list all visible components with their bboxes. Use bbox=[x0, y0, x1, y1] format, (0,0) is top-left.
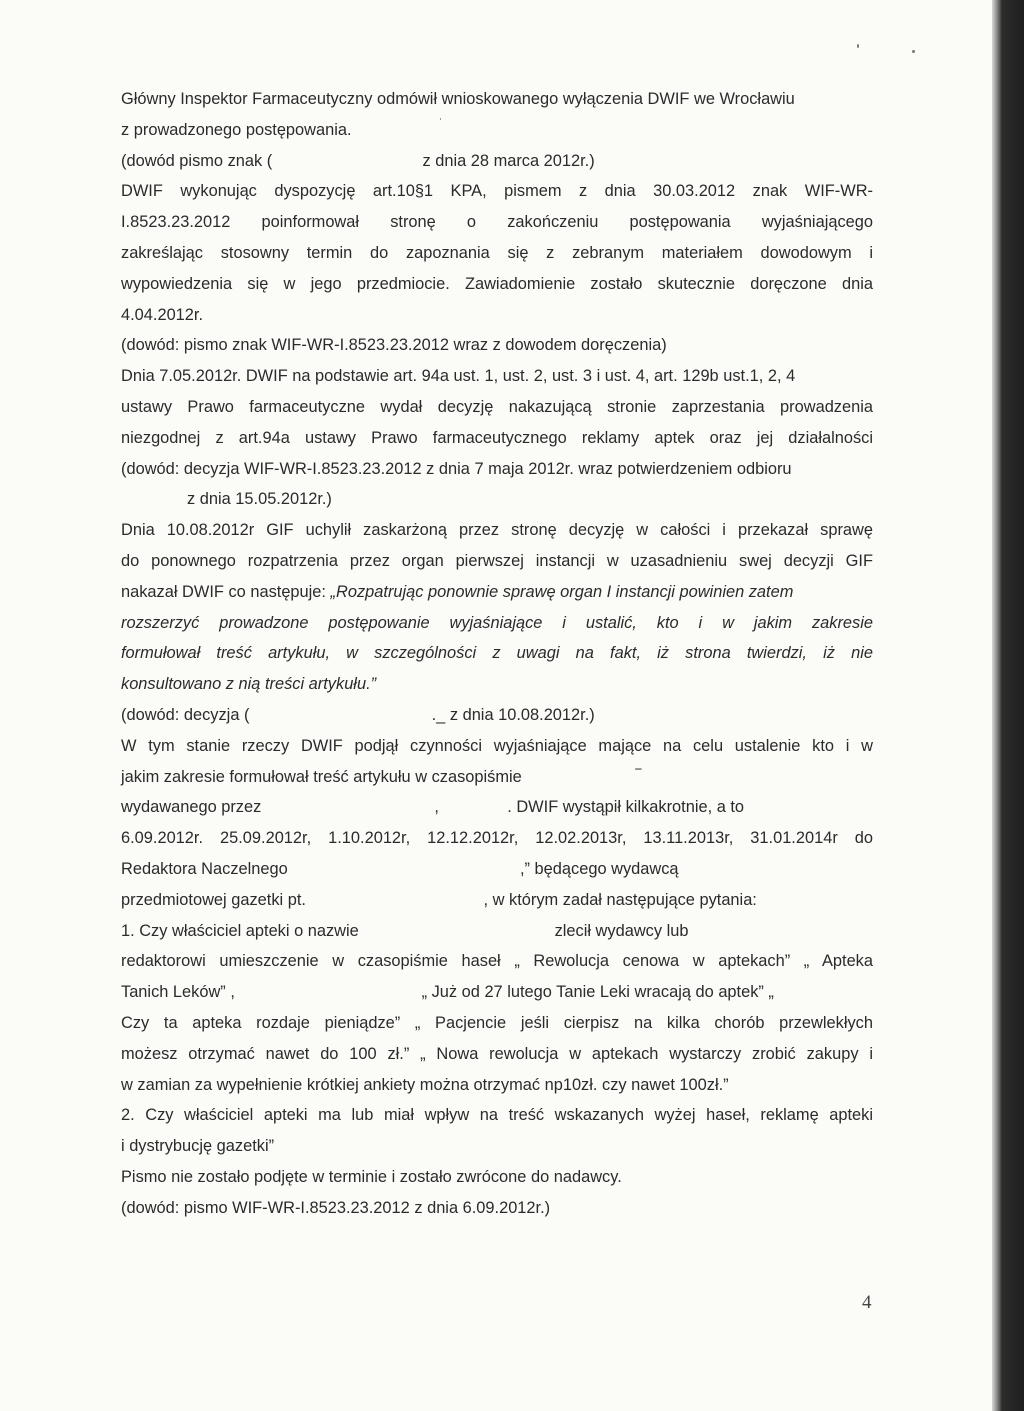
text-line: redaktorowi umieszczenie w czasopiśmie haseł „ Rewolucja cenowa w aptekach” „ Apteka bbox=[121, 952, 873, 971]
text-line: z prowadzonego postępowania. bbox=[121, 120, 352, 139]
text-line: możesz otrzymać nawet do 100 zł.” „ Nowa rewolucja w aptekach wystarczy zrobić zakupy i bbox=[121, 1044, 873, 1063]
text-line: z dnia 15.05.2012r.) bbox=[187, 490, 332, 509]
text-segment: nakazał DWIF co następuje: bbox=[121, 582, 331, 601]
text-line: Pismo nie zostało podjęte w terminie i zostało zwrócone do nadawcy. bbox=[121, 1167, 622, 1186]
text-line: Redaktora Naczelnego ,” będącego wydawcą bbox=[121, 859, 679, 878]
text-line: Główny Inspektor Farmaceutyczny odmówił wnioskowanego wyłączenia DWIF we Wrocławiu bbox=[121, 90, 795, 108]
text-line bbox=[121, 577, 873, 608]
text-line: (dowód: pismo znak WIF-WR-I.8523.23.2012 wraz z dowodem doręczenia) bbox=[121, 336, 667, 355]
scan-edge-shadow bbox=[992, 0, 1024, 1411]
scan-speck bbox=[440, 118, 441, 120]
text-line: 6.09.2012r. 25.09.2012r, 1.10.2012r, 12.12.2012r, 12.02.2013r, 13.11.2013r, 31.01.2014r do bbox=[121, 829, 873, 848]
text-line: zakreślając stosowny termin do zapoznania się z zebranym materiałem dowodowym i bbox=[121, 243, 873, 262]
text-line: (dowód pismo znak ( z dnia 28 marca 2012r.) bbox=[121, 151, 595, 170]
text-line: Dnia 10.08.2012r GIF uchylił zaskarżoną przez stronę decyzję w całości i przekazał sprawę bbox=[121, 521, 873, 540]
text-line: do ponownego rozpatrzenia przez organ pierwszej instancji w uzasadnieniu swej decyzji GIF bbox=[121, 551, 873, 570]
text-line: DWIF wykonując dyspozycję art.10§1 KPA, pismem z dnia 30.03.2012 znak WIF-WR- bbox=[121, 182, 873, 201]
text-line: (dowód: pismo WIF-WR-I.8523.23.2012 z dnia 6.09.2012r.) bbox=[121, 1198, 551, 1217]
scan-speck bbox=[912, 50, 915, 53]
scan-speck bbox=[857, 44, 859, 48]
text-line: przedmiotowej gazetki pt. , w którym zadał następujące pytania: bbox=[121, 890, 757, 909]
quote-line: konsultowano z nią treści artykułu.” bbox=[121, 675, 377, 694]
text-line: 2. Czy właściciel apteki ma lub miał wpływ na treść wskazanych wyżej haseł, reklamę apteki bbox=[121, 1106, 873, 1125]
document-body bbox=[121, 84, 873, 1223]
text-line: W tym stanie rzeczy DWIF podjął czynności wyjaśniające mające na celu ustalenie kto i w bbox=[121, 736, 873, 755]
text-line: ustawy Prawo farmaceutyczne wydał decyzję nakazującą stronie zaprzestania prowadzenia bbox=[121, 397, 873, 416]
text-line: 1. Czy właściciel apteki o nazwie zlecił wydawcy lub bbox=[121, 921, 689, 940]
text-line: niezgodnej z art.94a ustawy Prawo farmaceutycznego reklamy aptek oraz jej działalności bbox=[121, 428, 873, 447]
text-line: (dowód: decyzja WIF-WR-I.8523.23.2012 z dnia 7 maja 2012r. wraz potwierdzeniem odbioru bbox=[121, 459, 792, 478]
text-line: w zamian za wypełnienie krótkiej ankiety można otrzymać np10zł. czy nawet 100zł.” bbox=[121, 1075, 729, 1094]
text-line: (dowód: decyzja ( ._ z dnia 10.08.2012r.) bbox=[121, 705, 595, 724]
text-line: I.8523.23.2012 poinformował stronę o zakończeniu postępowania wyjaśniającego bbox=[121, 213, 873, 232]
page-number: 4 bbox=[862, 1292, 872, 1313]
text-line: wypowiedzenia się w jego przedmiocie. Zawiadomienie zostało skutecznie doręczone dnia bbox=[121, 274, 873, 293]
text-line: wydawanego przez , . DWIF wystąpił kilkakrotnie, a to bbox=[121, 798, 745, 817]
text-line: Tanich Leków” , „ Już od 27 lutego Tanie Leki wracają do aptek” „ bbox=[121, 983, 774, 1002]
quote-line: formułował treść artykułu, w szczególności z uwagi na fakt, iż strona twierdzi, iż nie bbox=[121, 644, 873, 663]
quote-segment: „Rozpatrując ponownie sprawę organ I instancji powinien zatem bbox=[330, 582, 794, 601]
text-line: Czy ta apteka rozdaje pieniądze” „ Pacjencie jeśli cierpisz na kilka chorób przewlekłych bbox=[121, 1013, 873, 1032]
text-line: jakim zakresie formułował treść artykułu w czasopiśmie ‾ bbox=[121, 767, 642, 786]
text-line: i dystrybucję gazetki” bbox=[121, 1137, 275, 1156]
text-line: Dnia 7.05.2012r. DWIF na podstawie art. 94a ust. 1, ust. 2, ust. 3 i ust. 4, art. 129b ust.1, 2, 4 bbox=[121, 367, 796, 386]
text-line: 4.04.2012r. bbox=[121, 305, 204, 324]
quote-line: rozszerzyć prowadzone postępowanie wyjaśniające i ustalić, kto i w jakim zakresie bbox=[121, 613, 873, 632]
